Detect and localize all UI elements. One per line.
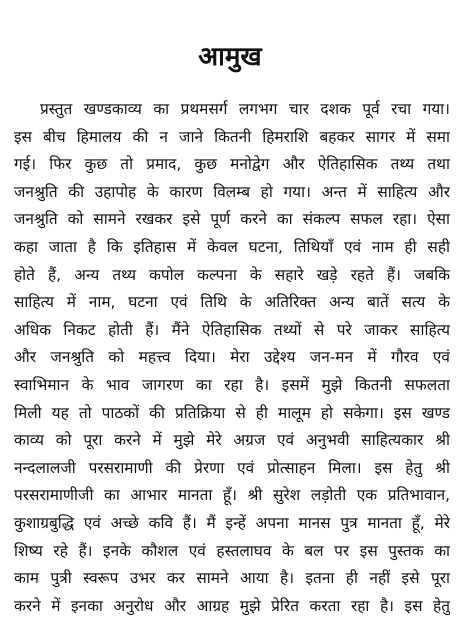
text-line: जनश्रुति की उहापोह के कारण विलम्ब हो गया। अन्त में साहित्य और bbox=[14, 182, 450, 201]
text-line: होते हैं, अन्य तथ्य कपोल कल्पना के सहारे खड़े रहते हैं। जबकि bbox=[14, 265, 450, 284]
text-line: शिष्य रहे हैं। इनके कौशल एवं हस्तलाघव के बल पर इस पुस्तक का bbox=[14, 541, 450, 560]
text-line: और जनश्रुति को महत्त्व दिया। मेरा उद्देश्य जन-मन में गौरव एवं bbox=[14, 348, 450, 367]
text-line: गई। फिर कुछ तो प्रमाद, कुछ मनोद्वेग और ऐतिहासिक तथ्य तथा bbox=[14, 155, 450, 174]
text-line: परसरामाणीजी का आभार मानता हूँ। श्री सुरेश लड़ोती एक प्रतिभावान, bbox=[14, 486, 450, 505]
body-text bbox=[14, 96, 450, 620]
text-line: कहा जाता है कि इतिहास में केवल घटना, तिथियाँ एवं नाम ही सही bbox=[14, 237, 450, 256]
text-line: प्रस्तुत खण्डकाव्य का प्रथमसर्ग लगभग चार दशक पूर्व रचा गया। bbox=[40, 100, 450, 118]
text-line: स्वाभिमान के भाव जागरण का रहा है। इसमें मुझे कितनी सफलता bbox=[14, 375, 450, 394]
text-line: कुशाग्रबुद्धि एवं अच्छे कवि हैं। मैं इन्हें अपना मानस पुत्र मानता हूँ, मेरे bbox=[14, 513, 450, 532]
text-line: करने में इनका अनुरोध और आग्रह मुझे प्रेरित करता रहा है। इस हेतु bbox=[14, 596, 450, 615]
text-line: जनश्रुति को सामने रखकर इसे पूर्ण करने का संकल्प सफल रहा। ऐसा bbox=[14, 210, 450, 229]
text-line: साहित्य में नाम, घटना एवं तिथि के अतिरिक्त अन्य बातें सत्य के bbox=[14, 293, 450, 312]
text-line: काम पुत्री स्वरूप उभर कर सामने आया है। इतना ही नहीं इसे पूरा bbox=[14, 569, 450, 588]
page-title: आमुख bbox=[198, 42, 262, 72]
text-line: काव्य को पूरा करने में मुझे मेरे अग्रज एवं अनुभवी साहित्यकार श्री bbox=[14, 431, 450, 450]
text-line: मिली यह तो पाठकों की प्रतिक्रिया से ही मालूम हो सकेगा। इस खण्ड bbox=[14, 403, 450, 422]
text-line: अधिक निकट होती हैं। मैंने ऐतिहासिक तथ्यों से परे जाकर साहित्य bbox=[14, 320, 450, 339]
text-line: इस बीच हिमालय की न जाने कितनी हिमराशि बहकर सागर में समा bbox=[14, 127, 450, 146]
text-line: नन्दलालजी परसरामाणी की प्रेरणा एवं प्रोत्साहन मिला। इस हेतु श्री bbox=[14, 458, 450, 477]
